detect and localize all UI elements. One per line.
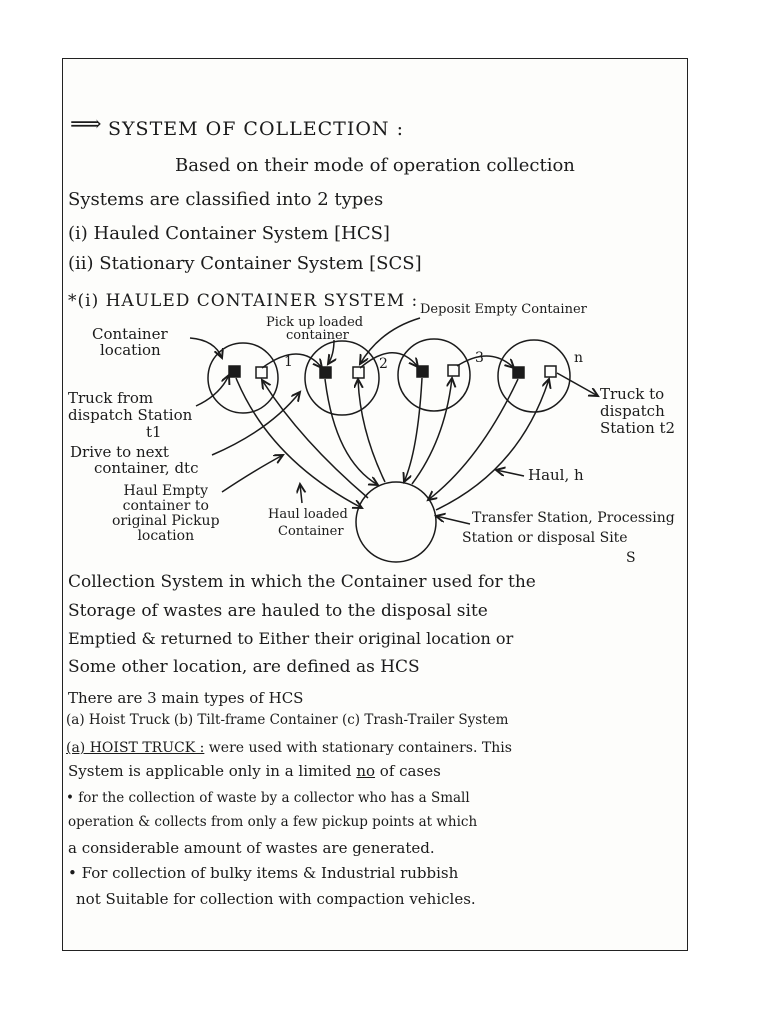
heading-arrow: ⟹ (70, 112, 103, 137)
label-container-location: Container location (92, 325, 168, 359)
disposal-site-circle (356, 482, 436, 562)
label-s: S (626, 550, 636, 566)
leader-drive-next (212, 392, 300, 455)
hoist-line-1 (66, 740, 512, 756)
loaded-container-n (513, 367, 524, 378)
list-item-hcs: (i) Hauled Container System [HCS] (68, 223, 390, 244)
leader-haul-empty (222, 455, 283, 492)
label-transfer-station: Transfer Station, Processing Station or disposal Site (462, 510, 675, 546)
location-circle-n (498, 340, 570, 412)
haul-loaded-1 (236, 378, 362, 508)
truck-to-arrow (557, 373, 598, 396)
loaded-container-2 (320, 367, 331, 378)
number-2: 2 (379, 356, 388, 372)
empty-container-n (545, 366, 556, 377)
haul-loaded-3 (404, 378, 422, 482)
bullet-1-line-3: a considerable amount of wastes are generated. (68, 839, 435, 857)
label-haul-h: Haul, h (528, 466, 584, 484)
leader-haul-h (496, 470, 524, 476)
bullet-1-line-1: • for the collection of waste by a collector who has a Small (66, 790, 470, 806)
label-haul-loaded: Haul loaded Container (268, 507, 348, 539)
hoist-truck-label: (a) HOIST TRUCK : (66, 740, 205, 756)
haul-empty-n (436, 379, 549, 510)
empty-container-2 (353, 367, 364, 378)
definition-line-2: Storage of wastes are hauled to the disposal site (68, 601, 488, 621)
definition-line-1: Collection System in which the Container used for the (68, 572, 536, 592)
leader-transfer (436, 516, 470, 524)
hoist-line-1-text: were used with stationary containers. This (208, 740, 512, 756)
intro-line-1: Based on their mode of operation collection (175, 155, 575, 176)
hoist-line-2: System is applicable only in a limited no of cases (68, 762, 441, 780)
haul-loaded-2 (325, 379, 378, 485)
empty-container-1 (256, 367, 267, 378)
haul-empty-2 (358, 379, 385, 482)
empty-container-3 (448, 365, 459, 376)
bullet-2-line-2: not Suitable for collection with compaction vehicles. (76, 890, 476, 908)
label-haul-empty: Haul Empty container to original Pickup location (112, 483, 220, 544)
leader-deposit (360, 318, 420, 364)
number-3: 3 (475, 350, 484, 366)
definition-line-3: Emptied & returned to Either their original location or (68, 629, 514, 648)
section-title: *(i) HAULED CONTAINER SYSTEM : (68, 291, 419, 311)
page-title: SYSTEM OF COLLECTION : (108, 118, 404, 140)
arc-2-3 (360, 353, 418, 368)
label-drive-next: Drive to next container, dtc (70, 443, 199, 477)
definition-line-4: Some other location, are defined as HCS (68, 657, 420, 677)
list-item-scs: (ii) Stationary Container System [SCS] (68, 253, 422, 274)
label-deposit-empty: Deposit Empty Container (420, 302, 587, 317)
loaded-container-1 (229, 366, 240, 377)
truck-from-arrow (196, 375, 229, 406)
number-1: 1 (284, 354, 293, 370)
haul-empty-3 (412, 378, 452, 484)
number-abbrev: no (356, 762, 376, 780)
loaded-container-3 (417, 366, 428, 377)
label-pickup-loaded: Pick up loaded container (266, 315, 364, 343)
types-line-1: There are 3 main types of HCS (68, 689, 304, 707)
number-n: n (574, 350, 584, 366)
leader-haul-loaded (300, 484, 302, 503)
bullet-1-line-2: operation & collects from only a few pickup points at which (68, 814, 478, 830)
intro-line-2: Systems are classified into 2 types (68, 189, 384, 210)
bullet-2-line-1: • For collection of bulky items & Industrial rubbish (68, 864, 459, 882)
label-truck-from: Truck from dispatch Station t1 (68, 389, 193, 441)
label-truck-to: Truck to dispatch Station t2 (600, 385, 676, 437)
haul-empty-1 (262, 380, 368, 498)
types-line-2: (a) Hoist Truck (b) Tilt-frame Container (c) Trash-Trailer System (66, 712, 509, 728)
